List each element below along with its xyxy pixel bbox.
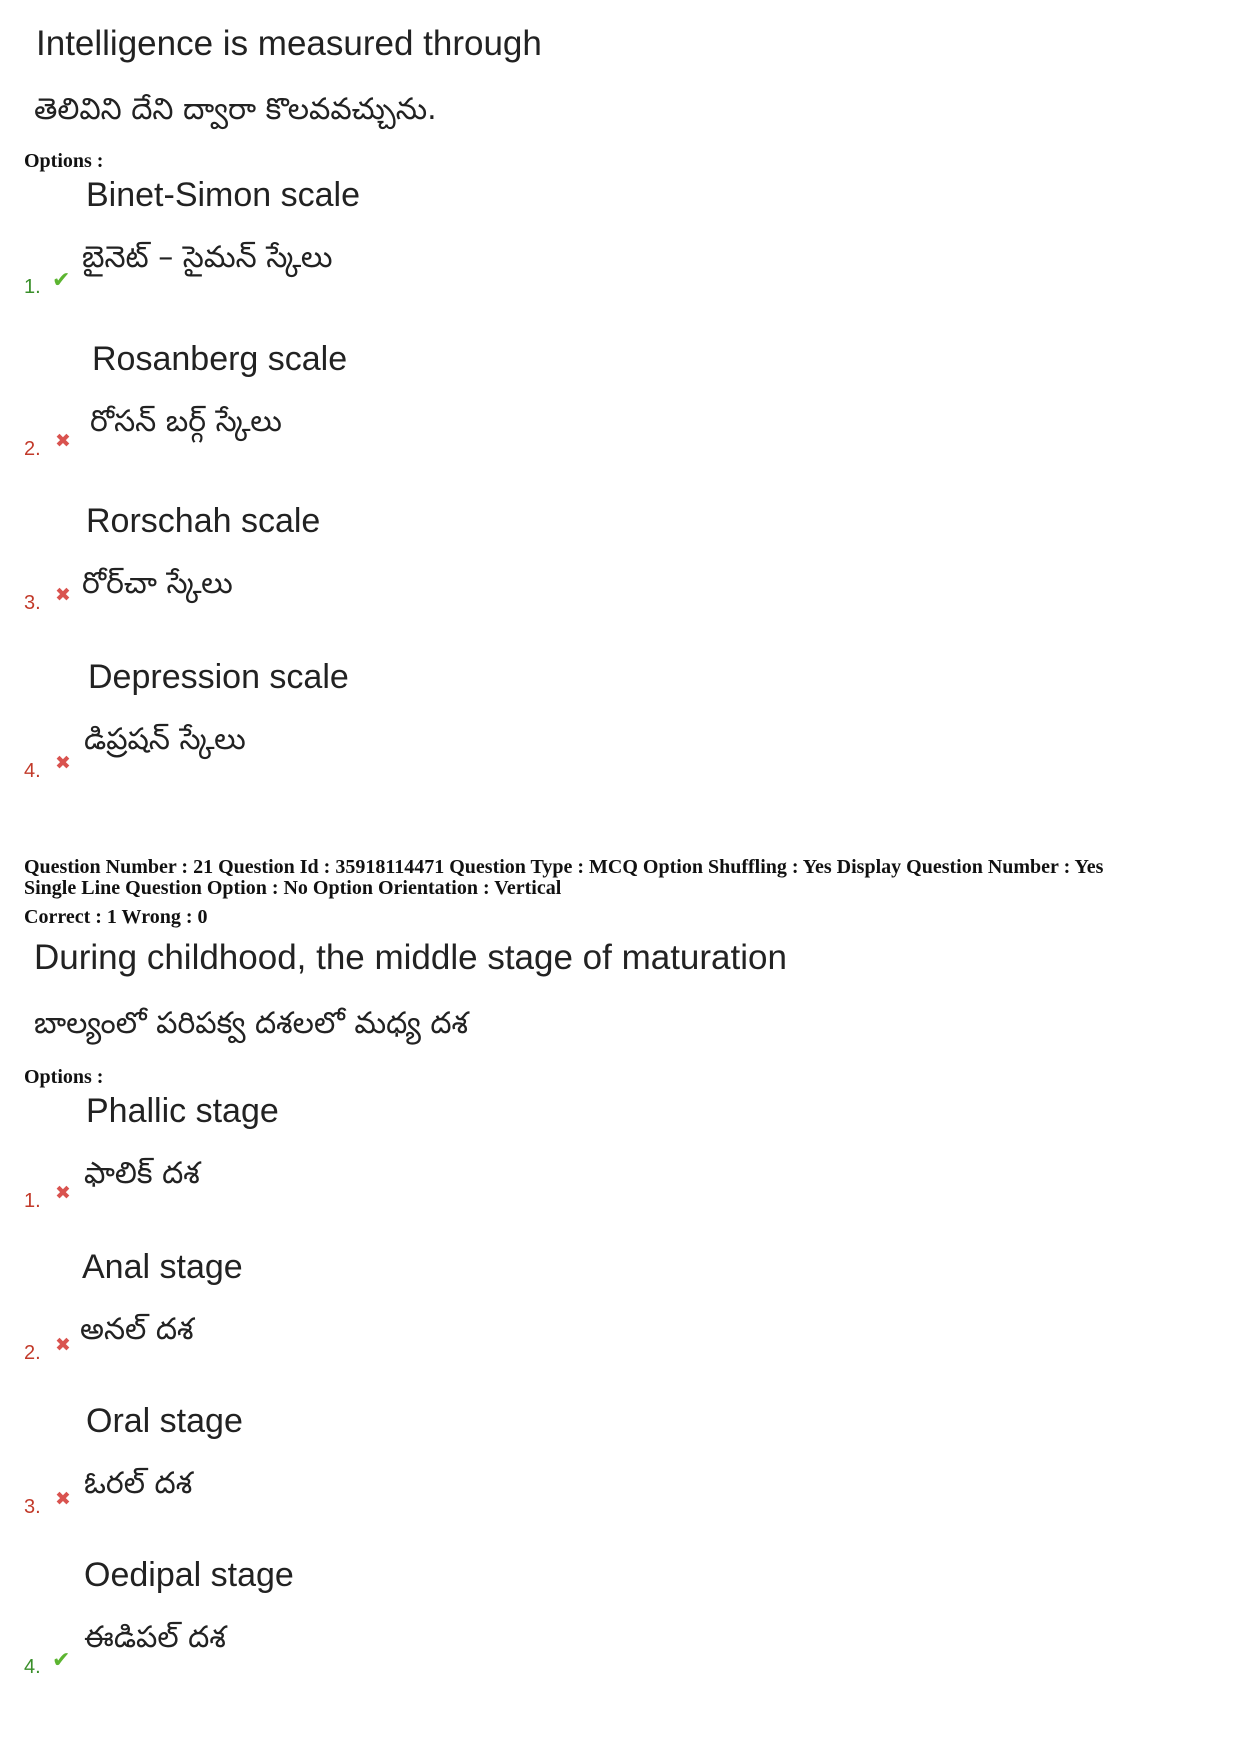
option-text-telugu: ఈడిపల్ దశ xyxy=(84,1620,226,1655)
option-number: 1. xyxy=(24,276,41,298)
option-text-english: Phallic stage xyxy=(86,1092,279,1130)
options-label: Options : xyxy=(24,1066,104,1088)
option-text-english: Rorschah scale xyxy=(86,502,321,540)
question-meta-line1: Question Number : 21 Question Id : 35918114471 Question Type : MCQ Option Shuffling : Yes Display Question Number : Yes xyxy=(24,856,1104,878)
option-text-telugu: ఫాలిక్ దశ xyxy=(84,1156,200,1191)
option-text-telugu: డిప్రషన్ స్కేలు xyxy=(84,722,246,757)
check-icon: ✔ xyxy=(52,1648,71,1673)
option-text-telugu: అనల్ దశ xyxy=(80,1312,194,1347)
option-text-english: Oral stage xyxy=(86,1402,243,1440)
option-number: 2. xyxy=(24,1342,41,1364)
question-meta-line2: Single Line Question Option : No Option Orientation : Vertical xyxy=(24,877,562,899)
question-text-telugu: తెలివిని దేని ద్వారా కొలవవచ్చును. xyxy=(34,92,437,127)
option-text-english: Rosanberg scale xyxy=(92,340,348,378)
option-text-telugu: రోసన్ బర్గ్ స్కేలు xyxy=(90,404,282,439)
option-number: 1. xyxy=(24,1190,41,1212)
cross-icon: ✖ xyxy=(55,430,71,452)
question-text-english: Intelligence is measured through xyxy=(36,24,542,63)
cross-icon: ✖ xyxy=(55,1182,71,1204)
marks-info: Correct : 1 Wrong : 0 xyxy=(24,906,208,928)
option-text-telugu: రోర్‌చా స్కేలు xyxy=(82,566,233,601)
question-text-telugu: బాల్యంలో పరిపక్వ దశలలో మధ్య దశ xyxy=(34,1006,469,1041)
cross-icon: ✖ xyxy=(55,1488,71,1510)
option-text-telugu: ఓరల్ దశ xyxy=(84,1466,193,1501)
option-text-telugu: బైనెట్ – సైమన్ స్కేలు xyxy=(82,240,333,275)
option-text-english: Anal stage xyxy=(82,1248,243,1286)
cross-icon: ✖ xyxy=(55,1334,71,1356)
option-text-english: Oedipal stage xyxy=(84,1556,294,1594)
options-label: Options : xyxy=(24,150,104,172)
cross-icon: ✖ xyxy=(55,584,71,606)
option-text-english: Depression scale xyxy=(88,658,349,696)
question-text-english: During childhood, the middle stage of maturation xyxy=(34,938,787,977)
option-number: 4. xyxy=(24,760,41,782)
option-number: 3. xyxy=(24,1496,41,1518)
check-icon: ✔ xyxy=(52,268,71,293)
option-number: 3. xyxy=(24,592,41,614)
cross-icon: ✖ xyxy=(55,752,71,774)
option-text-english: Binet-Simon scale xyxy=(86,176,361,214)
option-number: 2. xyxy=(24,438,41,460)
option-number: 4. xyxy=(24,1656,41,1678)
